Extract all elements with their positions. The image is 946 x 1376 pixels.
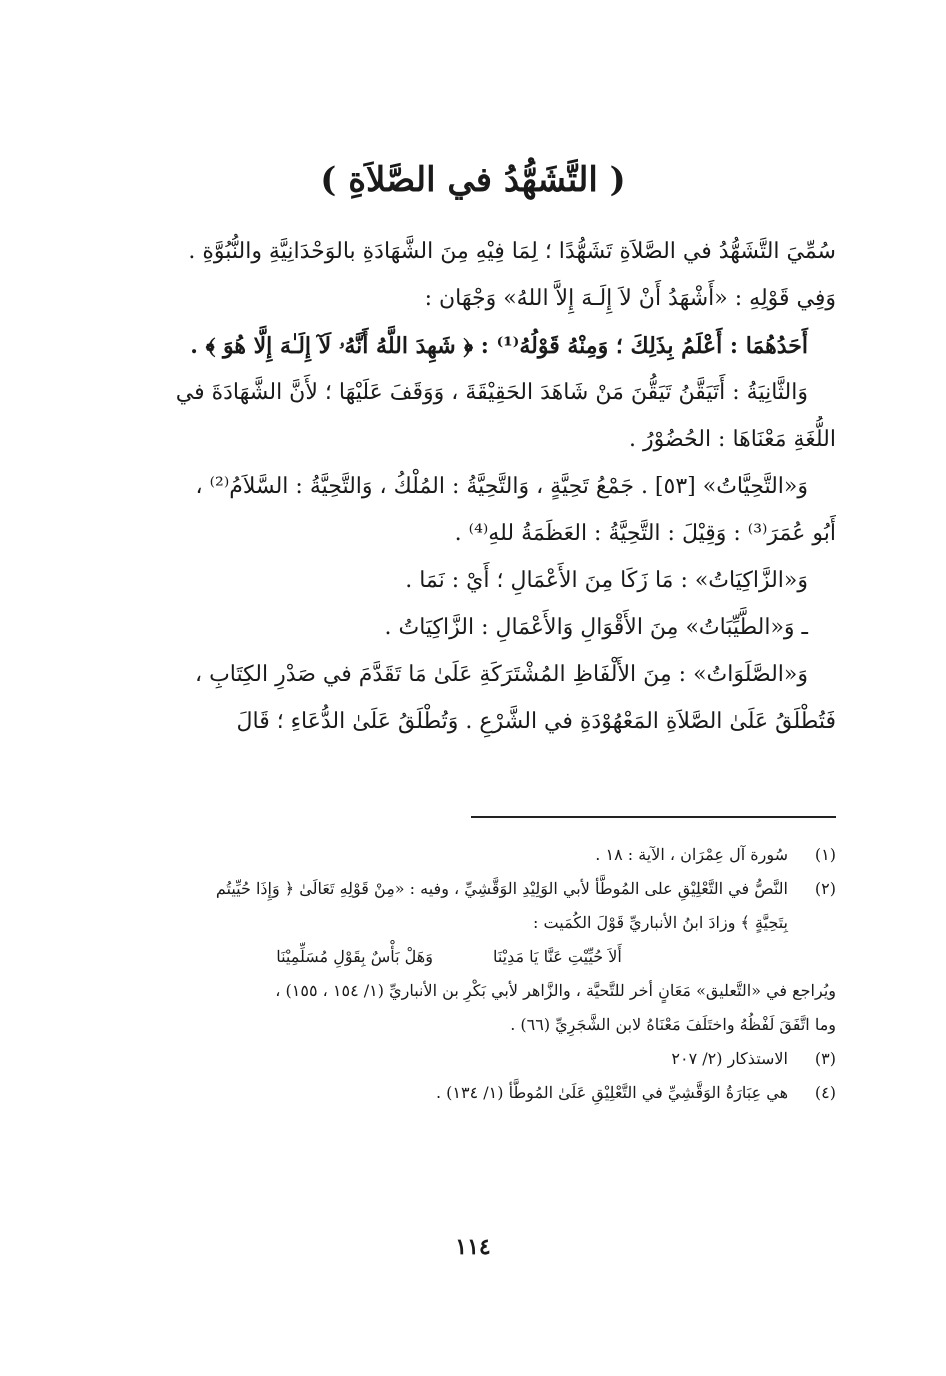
footnote-text: الاستذكار (٢/ ٢٠٧: [671, 1049, 788, 1068]
text-line: وَ«الزَّاكِيَاتُ» : مَا زَكَا مِنَ الأَعْمَالِ ؛ أَيْ : نَمَا .: [405, 567, 808, 593]
footnote-4: [110, 1076, 836, 1110]
footnote-text: النَّصُّ في التَّعْلِيْقِ على المُوطَّأ لأبي الوَلِيْدِ الوَقَّشِيِّ ، وفيه : «مِنْ قَوْلِهِ تَعَالَىٰ ﴿ وَإِذَا حُيِّيتُم: [215, 879, 788, 898]
text-line: أَبُو عُمَرَ⁽³⁾ : وَقِيْلَ : التَّحِيَّةُ : العَظَمَةُ للهِ⁽⁴⁾ .: [454, 520, 836, 546]
verse-hemistich-first: أَلاَ حُيِّيْتِ عَنَّا يَا مَدِيْنَا: [492, 947, 622, 966]
footnotes: [110, 838, 836, 1110]
footnote-divider: [471, 816, 836, 818]
footnote-number: (٤): [814, 1083, 836, 1102]
text-line: ـ وَ«الطَّيِّبَاتُ» مِنَ الأَقْوَالِ وَالأَعْمَالِ : الزَّاكِيَاتُ .: [384, 614, 808, 640]
text-line: وَ«الصَّلَوَاتُ» : مِنَ الأَلْفَاظِ المُشْتَرَكَةِ عَلَىٰ مَا تَقَدَّمَ في صَدْرِ الكِتَابِ ،: [194, 661, 808, 687]
footnote-3: [110, 1042, 836, 1076]
footnote-text: سُورة آل عِمْرَان ، الآية : ١٨ .: [595, 845, 788, 864]
footnote-2: [110, 872, 836, 906]
footnote-continuation: وما اتَّفَقَ لَفْظُهُ واختَلَفَ مَعْنَاهُ لابن الشَّجَرِيِّ (٦٦) .: [510, 1015, 836, 1034]
chapter-title: ( التَّشَهُّدُ في الصَّلاَةِ ): [320, 160, 626, 200]
footnote-text: هي عِبَارَةُ الوَقَّشِيِّ في التَّعْلِيْقِ عَلَىٰ المُوطَّأ (١/ ١٣٤) .: [435, 1083, 788, 1102]
footnote-continuation: ويُراجع في «التَّعليق» مَعَانٍ أخر للتَّحيَّة ، والزَّاهر لأبي بَكْرِ بن الأنباريِّ (١/ ١٥٤ ، ١٥٥) ،: [275, 981, 836, 1000]
text-line: وَالثَّانِيَةُ : أَتَيَقَّنُ تَيَقُّنَ مَنْ شَاهَدَ الحَقِيْقَةَ ، وَوَقَفَ عَلَيْهَا ؛ لأَنَّ الشَّهَادَةَ في: [175, 379, 808, 405]
text-line: اللُّغَةِ مَعْنَاهَا : الحُضُوْرُ .: [628, 426, 836, 452]
page-number: ١١٤: [455, 1234, 491, 1260]
text-line: وَ«التَّحِيَّاتُ» [٥٣] . جَمْعُ تَحِيَّةٍ ، وَالتَّحِيَّةُ : المُلْكُ ، وَالتَّحِيَّةُ : السَّلاَمُ⁽²⁾ ،: [195, 473, 808, 499]
footnote-continuation: بِتَحِيَّةٍ ﴾ وزادَ ابنُ الأنباريِّ قَوْلَ الكُمَيت :: [533, 913, 788, 932]
main-text: [110, 228, 836, 745]
footnote-number: (٣): [814, 1049, 836, 1068]
footnote-number: (١): [814, 845, 836, 864]
text-line: سُمِّيَ التَّشَهُّدُ في الصَّلاَةِ تَشَهُّدًا ؛ لِمَا فِيْهِ مِنَ الشَّهَادَةِ بالوَحْدَانِيَّةِ والنُّبُوَّةِ .: [188, 238, 836, 264]
text-line: فَتُطْلَقُ عَلَىٰ الصَّلاَةِ المَعْهُوْدَةِ في الشَّرْعِ . وَتُطْلَقُ عَلَىٰ الدُّعَاءِ ؛ قَالَ: [236, 708, 836, 734]
text-line: وَفِي قَوْلِهِ : «أَشْهَدُ أَنْ لاَ إِلَـهَ إِلاَّ اللهُ» وَجْهَان :: [424, 285, 836, 311]
footnote-1: [110, 838, 836, 872]
verse-hemistich-second: وَهَلْ بَأْسٌ بِقَوْلِ مُسَلِّمِيْنَا: [276, 947, 433, 966]
text-line: أَحَدُهُمَا : أَعْلَمُ بِذَلِكَ ؛ وَمِنْهُ قَوْلُهُ⁽¹⁾ : ﴿ شَهِدَ اللَّهُ أَنَّهُۥ لَآ إِلَـٰهَ إِلَّا هُوَ ﴾ .: [190, 332, 808, 359]
poetry-verse: [110, 940, 836, 974]
footnote-number: (٢): [814, 879, 836, 898]
